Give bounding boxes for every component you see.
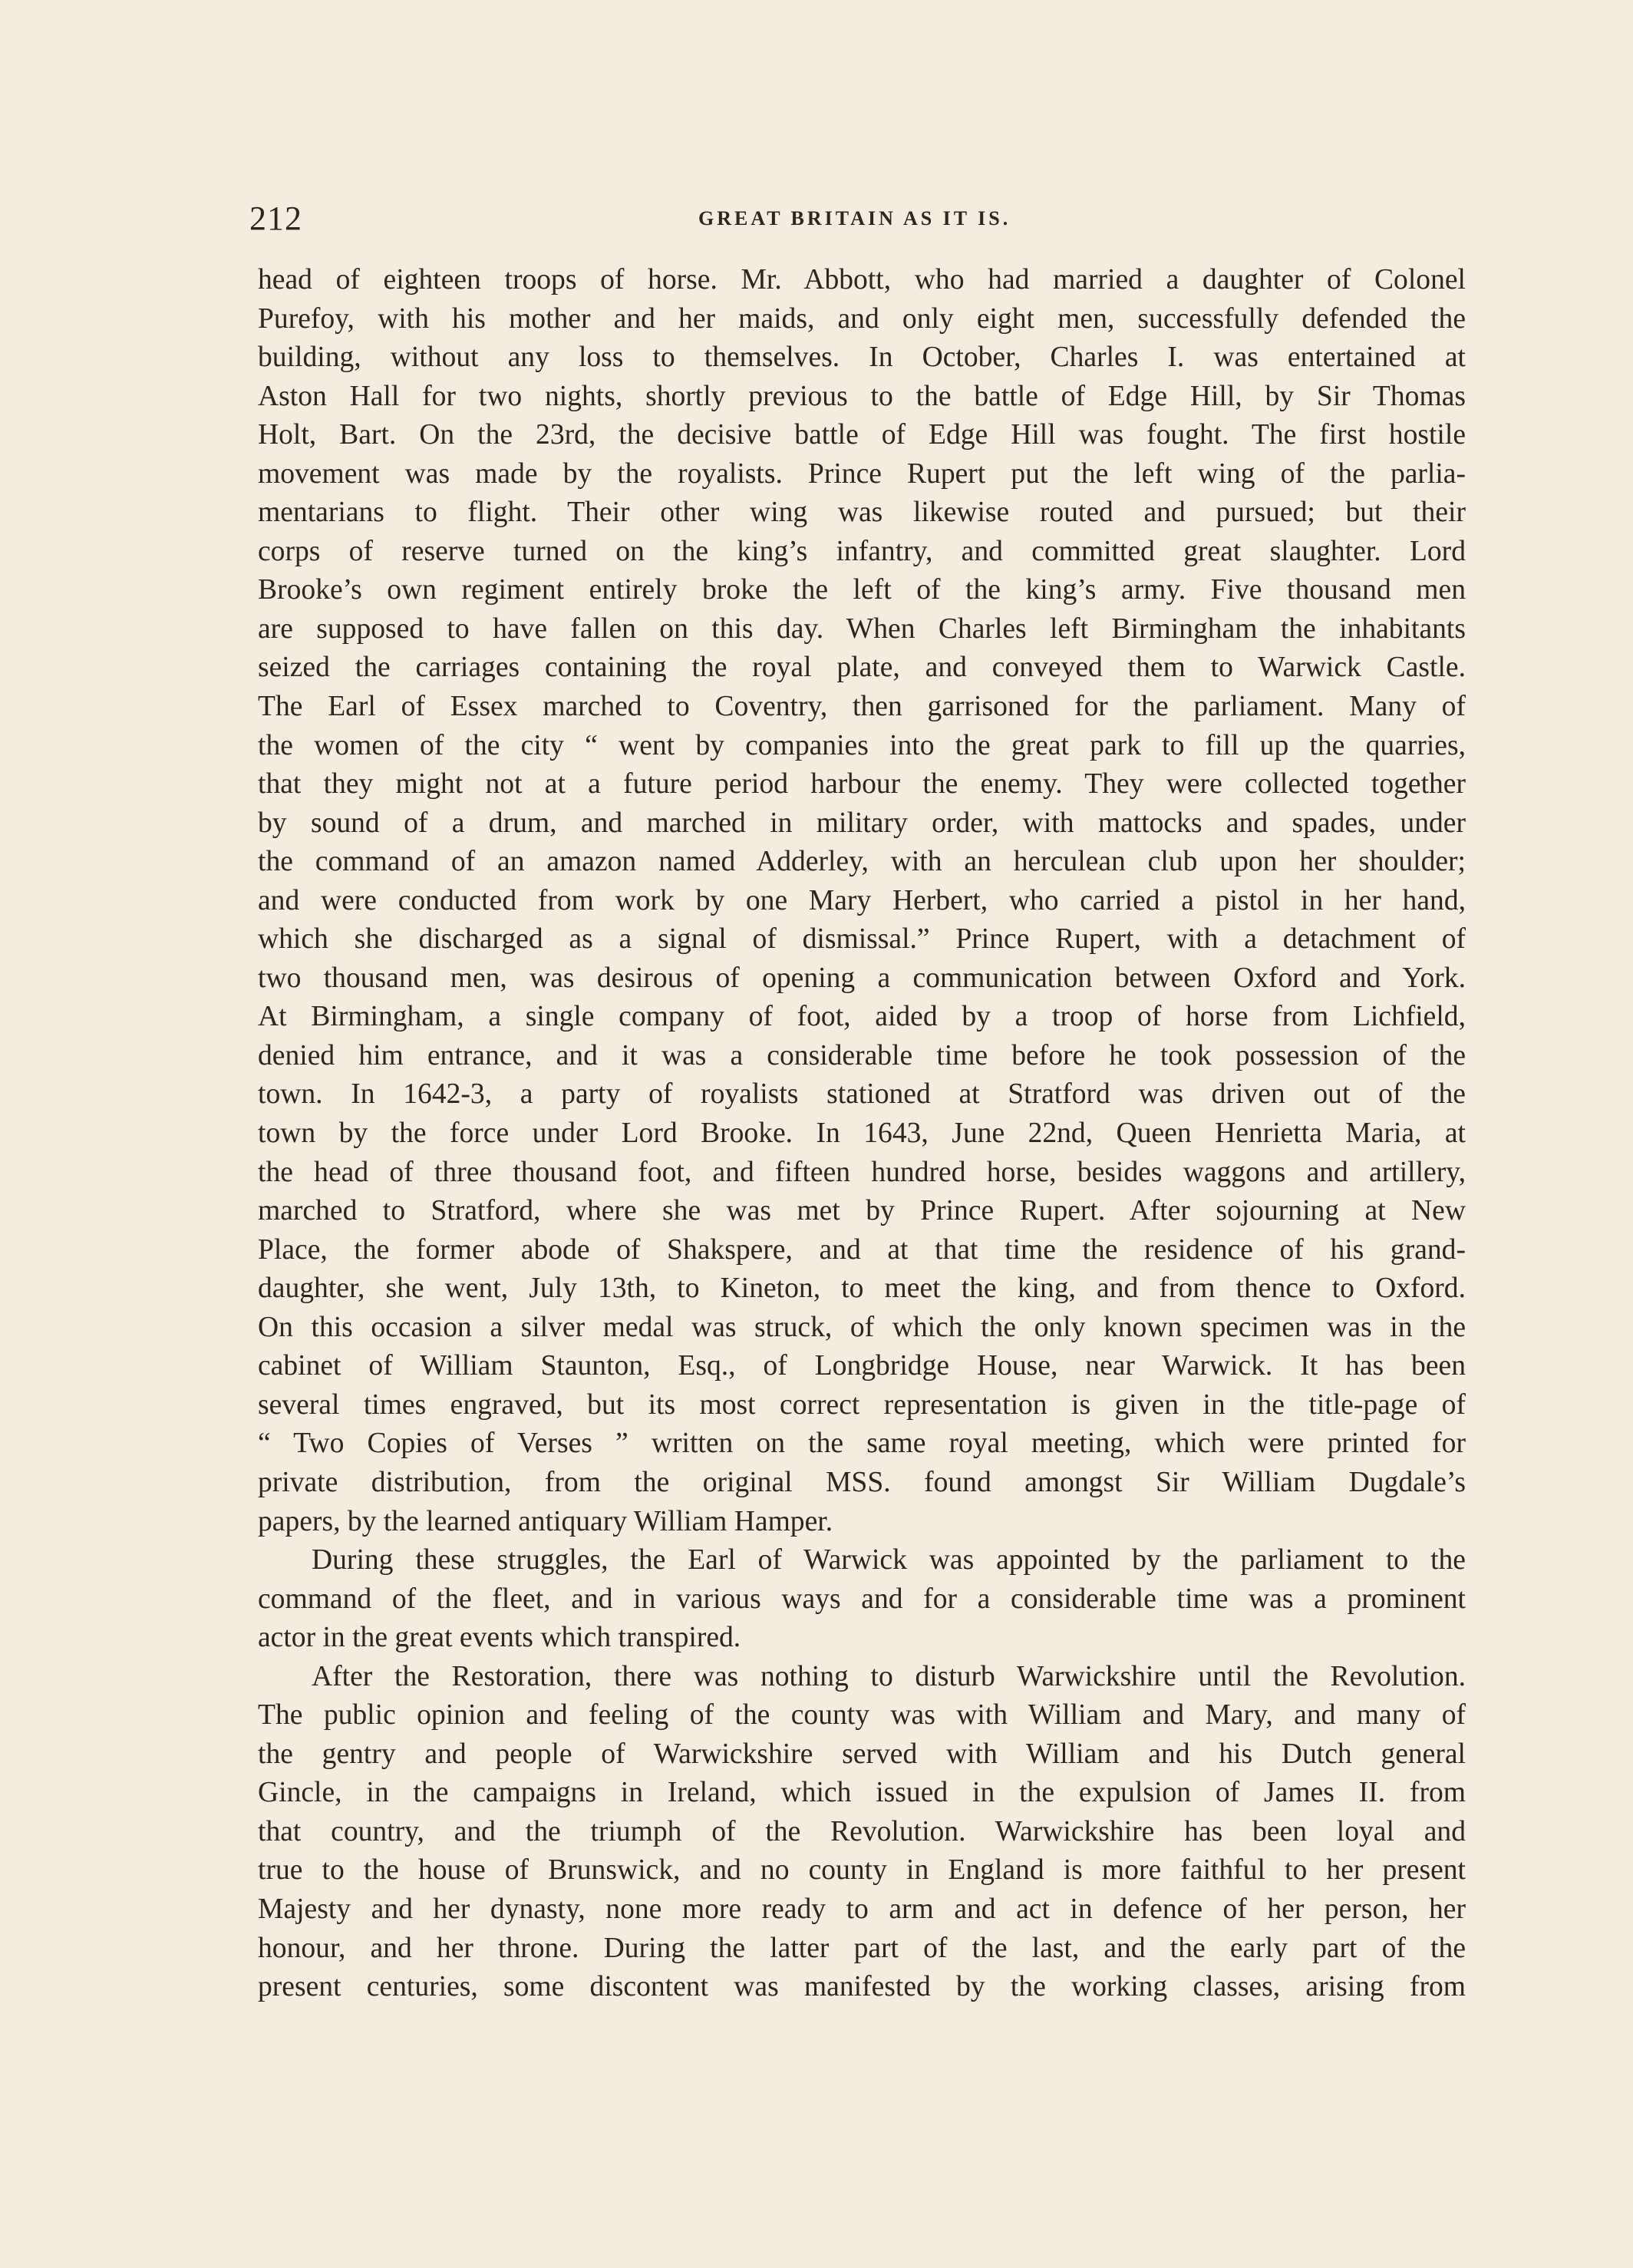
text-line: marched to Stratford, where she was met by Prince Rupert. After sojourning at New (258, 1195, 1466, 1227)
text-line: which she discharged as a signal of dismissal.” Prince Rupert, with a detachment of (258, 923, 1466, 956)
text-line: present centuries, some discontent was manifested by the working classes, arising from (258, 1971, 1466, 2003)
text-line: that they might not at a future period harbour the enemy. They were collected together (258, 768, 1466, 801)
text-line: papers, by the learned antiquary William Hamper. (258, 1505, 833, 1537)
text-line: Gincle, in the campaigns in Ireland, which issued in the expulsion of James II. from (258, 1777, 1466, 1809)
text-line: “ Two Copies of Verses ” written on the same royal meeting, which were printed for (258, 1428, 1466, 1460)
text-line: After the Restoration, there was nothing to disturb Warwickshire until the Revolution. (312, 1660, 1466, 1692)
page-number: 212 (249, 200, 302, 237)
text-line: building, without any loss to themselves. In October, Charles I. was entertained at (258, 342, 1466, 374)
text-line: Purefoy, with his mother and her maids, and only eight men, successfully defended the (258, 302, 1466, 335)
text-line: Place, the former abode of Shakspere, and at that time the residence of his grand- (258, 1233, 1466, 1266)
text-line: that country, and the triumph of the Revolution. Warwickshire has been loyal and (258, 1815, 1466, 1847)
text-line: denied him entrance, and it was a considerable time before he took possession of the (258, 1039, 1466, 1071)
text-line: The public opinion and feeling of the county was with William and Mary, and many of (258, 1699, 1466, 1732)
text-line: the head of three thousand foot, and fifteen hundred horse, besides waggons and artillery, (258, 1156, 1466, 1188)
text-line: actor in the great events which transpired. (258, 1622, 741, 1654)
text-line: During these struggles, the Earl of Warwick was appointed by the parliament to the (312, 1544, 1466, 1576)
text-line: Aston Hall for two nights, shortly previous to the battle of Edge Hill, by Sir Thomas (258, 380, 1466, 412)
text-line: Majesty and her dynasty, none more ready to arm and act in defence of her person, her (258, 1893, 1466, 1925)
text-line: town by the force under Lord Brooke. In 1643, June 22nd, Queen Henrietta Maria, at (258, 1117, 1466, 1150)
text-line: Holt, Bart. On the 23rd, the decisive battle of Edge Hill was fought. The first hostile (258, 419, 1466, 451)
text-line: the women of the city “ went by companies into the great park to fill up the quarries, (258, 729, 1466, 761)
text-line: The Earl of Essex marched to Coventry, then garrisoned for the parliament. Many of (258, 691, 1466, 723)
text-line: corps of reserve turned on the king’s infantry, and committed great slaughter. Lord (258, 535, 1466, 567)
text-line: head of eighteen troops of horse. Mr. Abbott, who had married a daughter of Colonel (258, 264, 1466, 295)
text-line: honour, and her throne. During the latter part of the last, and the early part of the (258, 1932, 1466, 1964)
text-line: two thousand men, was desirous of opening a communication between Oxford and York. (258, 962, 1466, 994)
text-line: command of the fleet, and in various ways and for a considerable time was a prominent (258, 1583, 1466, 1615)
text-line: private distribution, from the original MSS. found amongst Sir William Dugdale’s (258, 1466, 1466, 1498)
running-title: GREAT BRITAIN AS IT IS. (698, 207, 1011, 229)
text-line: several times engraved, but its most correct representation is given in the title-page of (258, 1388, 1466, 1421)
text-line: are supposed to have fallen on this day. When Charles left Birmingham the inhabitants (258, 612, 1466, 645)
text-line: seized the carriages containing the royal plate, and conveyed them to Warwick Castle. (258, 652, 1466, 684)
page-header (249, 196, 1466, 242)
text-line: mentarians to flight. Their other wing was likewise routed and pursued; but their (258, 497, 1466, 529)
text-line: cabinet of William Staunton, Esq., of Longbridge House, near Warwick. It has been (258, 1350, 1466, 1382)
text-line: the command of an amazon named Adderley, with an herculean club upon her shoulder; (258, 846, 1466, 878)
text-line: On this occasion a silver medal was struck, of which the only known specimen was in the (258, 1311, 1466, 1343)
text-line: the gentry and people of Warwickshire served with William and his Dutch general (258, 1738, 1466, 1770)
text-line: movement was made by the royalists. Prince Rupert put the left wing of the parlia- (258, 457, 1466, 490)
text-line: town. In 1642-3, a party of royalists stationed at Stratford was driven out of the (258, 1078, 1466, 1111)
text-line: and were conducted from work by one Mary Herbert, who carried a pistol in her hand, (258, 884, 1466, 916)
text-line: by sound of a drum, and marched in military order, with mattocks and spades, under (258, 807, 1466, 839)
text-line: At Birmingham, a single company of foot, aided by a troop of horse from Lichfield, (258, 1001, 1466, 1033)
text-line: true to the house of Brunswick, and no county in England is more faithful to her present (258, 1854, 1466, 1887)
text-line: daughter, she went, July 13th, to Kineton, to meet the king, and from thence to Oxford. (258, 1273, 1466, 1305)
body-text (258, 261, 1466, 2007)
text-line: Brooke’s own regiment entirely broke the left of the king’s army. Five thousand men (258, 574, 1466, 606)
